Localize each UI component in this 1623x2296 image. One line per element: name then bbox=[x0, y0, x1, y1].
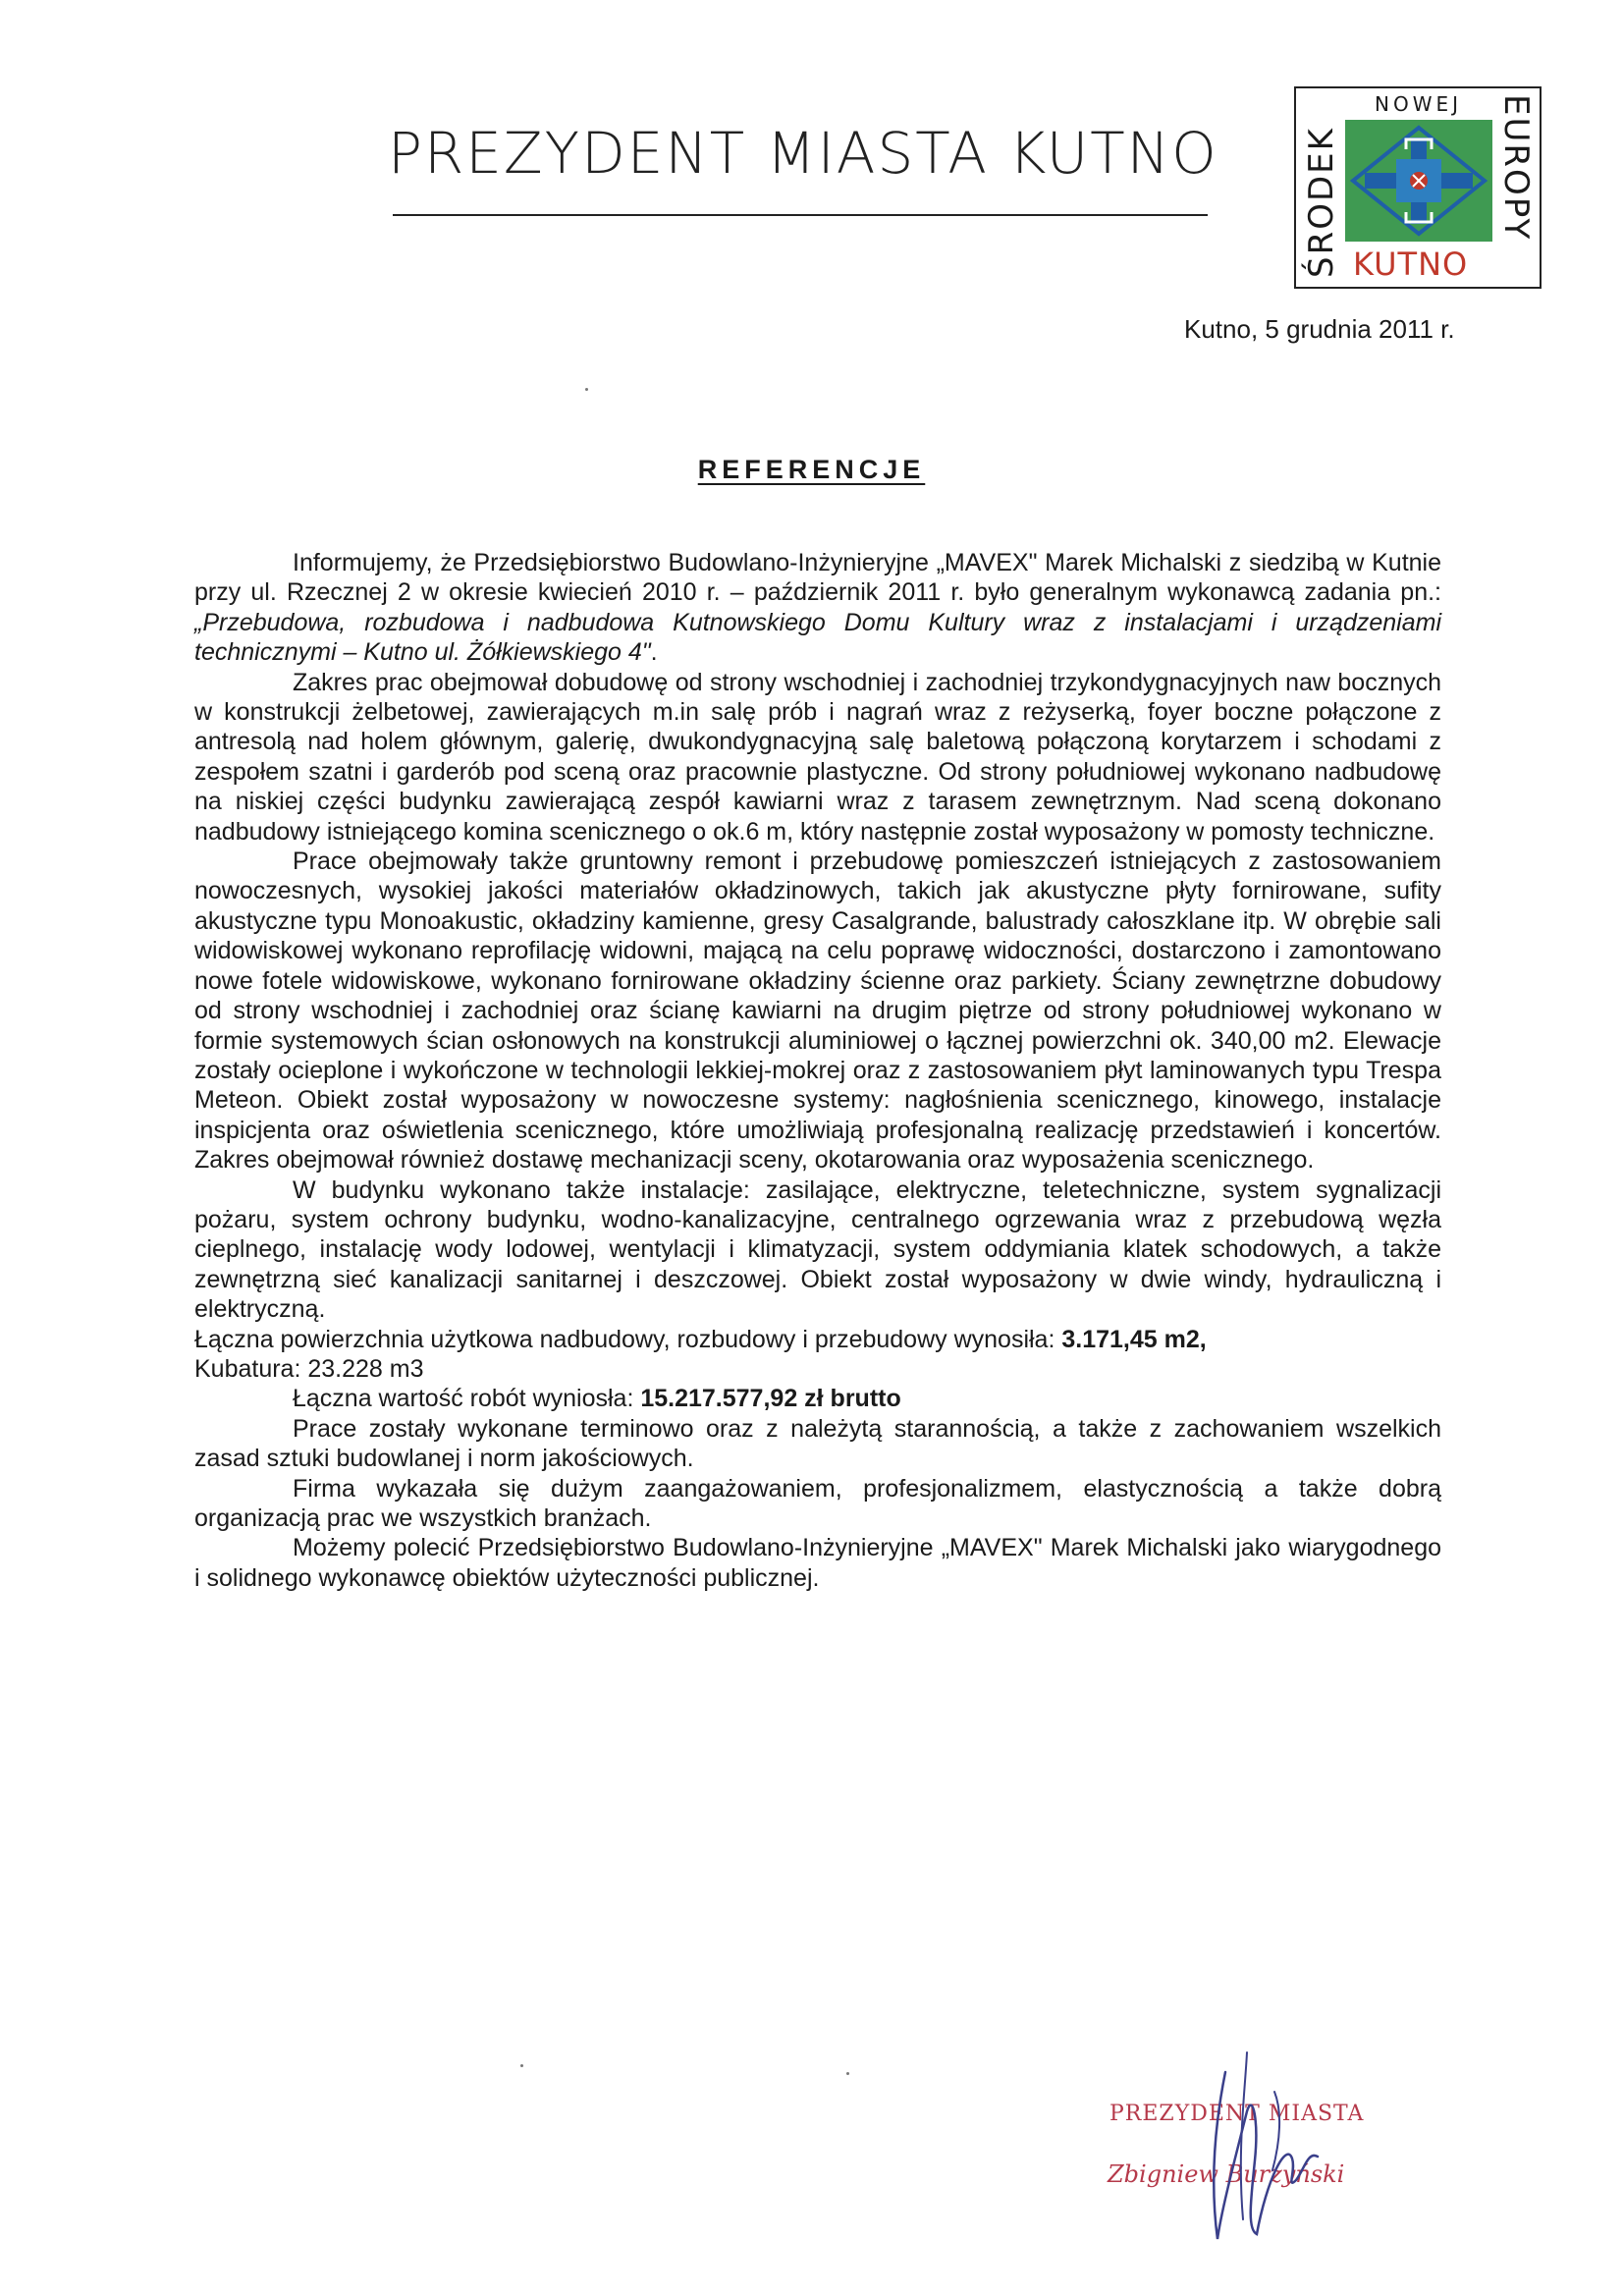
stamp-name: Zbigniew Burzyński bbox=[1108, 2160, 1345, 2188]
paragraph-recommendation: Możemy polecić Przedsiębiorstwo Budowlano-Inżynieryjne „MAVEX" Marek Michalski jako wiarygodnego i solidnego wykonawcę obiektów użyteczności publicznej. bbox=[194, 1534, 1441, 1592]
paragraph-commitment: Firma wykazała się dużym zaangażowaniem, profesjonalizmem, elastycznością a także dobrą organizacją prac we wszystkich branżach. bbox=[194, 1474, 1441, 1532]
letterhead-divider bbox=[393, 214, 1208, 216]
scan-speck bbox=[846, 2072, 849, 2075]
paragraph-installations: W budynku wykonano także instalacje: zasilające, elektryczne, teletechniczne, system sygnalizacji pożaru, system ochrony budynku, wodno-kanalizacyjne, centralnego ogrzewania wraz z przebudową węzła cieplnego, instalację wody lodowej, wentylacji i klimatyzacji, system oddymiania klatek schodowych, a także zewnętrzną sieć kanalizacji sanitarnej i deszczowej. Obiekt został wyposażony w dwie windy, hydrauliczną i elektryczną. bbox=[194, 1175, 1441, 1324]
logo-emblem-icon bbox=[1345, 120, 1492, 242]
city-logo bbox=[1294, 86, 1542, 289]
document-title: REFERENCJE bbox=[697, 455, 926, 484]
place-and-date: Kutno, 5 grudnia 2011 r. bbox=[1184, 314, 1455, 344]
paragraph-quality: Prace zostały wykonane terminowo oraz z należytą starannością, a także z zachowaniem wszelkich zasad sztuki budowlanej i norm jakościowych. bbox=[194, 1414, 1441, 1473]
stamp-title: PREZYDENT MIASTA bbox=[1109, 2102, 1365, 2126]
intro-text: Informujemy, że Przedsiębiorstwo Budowlano-Inżynieryjne „MAVEX" Marek Michalski z siedzibą w Kutnie przy ul. Rzecznej 2 w okresie kwiecień 2010 r. – październik 2011 r. było generalnym wykonawcą zadania pn.: bbox=[194, 549, 1441, 607]
usable-area-label: Łączna powierzchnia użytkowa nadbudowy, rozbudowy i przebudowy wynosiła: bbox=[194, 1325, 1062, 1353]
paragraph-intro bbox=[194, 548, 1441, 668]
scan-speck bbox=[585, 388, 588, 391]
project-name: „Przebudowa, rozbudowa i nadbudowa Kutnowskiego Domu Kultury wraz z instalacjami i urządzeniami technicznymi – Kutno ul. Żółkiewskiego 4" bbox=[194, 608, 1441, 667]
intro-end: . bbox=[650, 638, 658, 667]
paragraph-works: Prace obejmowały także gruntowny remont i przebudowę pomieszczeń istniejących z zastosowaniem nowoczesnych, wysokiej jakości materiałów okładzinowych, takich jak akustyczne płyty fornirowane, sufity akustyczne typu Monoakustic, okładziny kamienne, gresy Casalgrande, balustrady całoszklane itp. W obrębie sali widowiskowej wykonano reprofilację widowni, mającą na celu poprawę widoczności, dostarczono i zamontowano nowe fotele widowiskowe, wykonano fornirowane okładziny ścienne oraz parkiety. Ściany zewnętrzne dobudowy od strony wschodniej i zachodniej oraz ścianę kawiarni na drugim piętrze od strony południowej wykonano w formie systemowych ścian osłonowych na konstrukcji aluminiowej o łącznej powierzchni ok. 340,00 m2. Elewacje zostały ocieplone i wykończone w technologii lekkiej-mokrej oraz z zastosowaniem płyt laminowanych typu Trespa Meteon. Obiekt został wyposażony w nowoczesne systemy: nagłośnienia scenicznego, kinowego, instalacje inspicjenta oraz oświetlenia scenicznego, które umożliwiają profesjonalną realizację przedstawień i koncertów. Zakres obejmował również dostawę mechanizacji sceny, okotarowania oraz wyposażenia scenicznego. bbox=[194, 847, 1441, 1175]
total-value-amount: 15.217.577,92 zł brutto bbox=[640, 1385, 901, 1413]
volume-line: Kubatura: 23.228 m3 bbox=[194, 1354, 424, 1383]
total-value-line bbox=[194, 1384, 1441, 1413]
logo-right-word: EUROPY bbox=[1496, 94, 1536, 242]
logo-top-word: NOWEJ bbox=[1375, 92, 1463, 116]
letter-body bbox=[194, 548, 1441, 1593]
letterhead-title: PREZYDENT MIASTA KUTNO bbox=[388, 120, 1218, 187]
logo-left-word: ŚRODEK bbox=[1302, 127, 1341, 278]
total-value-label: Łączna wartość robót wyniosła: bbox=[293, 1385, 641, 1413]
scan-speck bbox=[520, 2064, 523, 2067]
logo-bottom-word: KUTNO bbox=[1353, 246, 1469, 283]
usable-area-line bbox=[194, 1325, 1441, 1354]
paragraph-scope: Zakres prac obejmował dobudowę od strony wschodniej i zachodniej trzykondygnacyjnych naw bocznych w konstrukcji żelbetowej, zawierających m.in salę prób i nagrań wraz z reżyserką, foyer boczne połączone z antresolą nad holem głównym, galerię, dwukondygnacyjną salę baletową połączoną korytarzem i schodami z zespołem szatni i garderób pod sceną oraz pracownie plastyczne. Od strony południowej wykonano nadbudowę na niskiej części budynku zawierającą zespół kawiarni wraz z tarasem zewnętrznym. Nad sceną dokonano nadbudowy istniejącego komina scenicznego o ok.6 m, który następnie został wyposażony w pomosty techniczne. bbox=[194, 668, 1441, 846]
usable-area-value: 3.171,45 m2, bbox=[1061, 1325, 1207, 1353]
handwritten-signature bbox=[1100, 2033, 1394, 2259]
